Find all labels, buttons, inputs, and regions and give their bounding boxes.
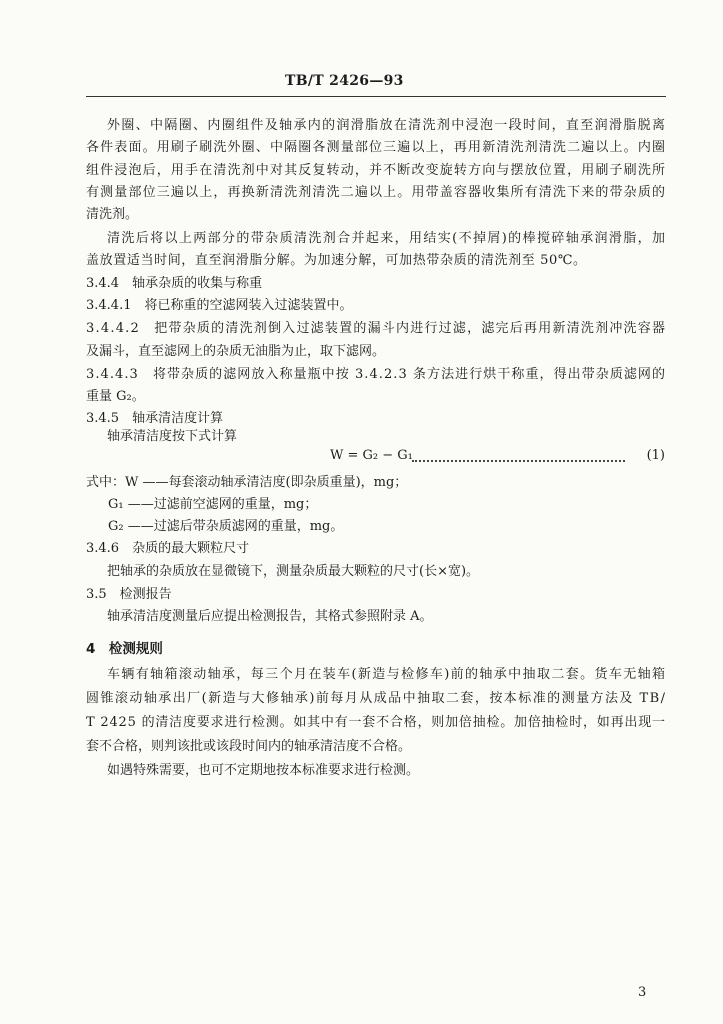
- formula-expression: W = G₂ − G₁: [330, 448, 413, 463]
- header-rule: [86, 96, 666, 97]
- section-4-line: 如遇特殊需要，也可不定期地按本标准要求进行检测。: [107, 763, 420, 778]
- body-line: 外圈、中隔圈、内圈组件及轴承内的润滑脂放在清洗剂中浸泡一段时间，直至润滑脂脱离: [107, 118, 667, 133]
- body-line: 盖放置适当时间，直至润滑脂分解。为加速分解，可加热带杂质的清洗剂至 50℃。: [86, 253, 587, 268]
- section-heading-3-4-6: 3.4.6 杂质的最大颗粒尺寸: [86, 541, 250, 556]
- formula-intro: 轴承清洁度按下式计算: [107, 429, 238, 444]
- formula-row: [330, 448, 665, 466]
- body-line: 组件浸泡后，用手在清洗剂中对其反复转动，并不断改变旋转方向与摆放位置，用刷子刷洗所: [86, 163, 667, 178]
- section-3-4-4-1: 3.4.4.1 将已称重的空滤网装入过滤装置中。: [86, 298, 353, 313]
- document-code-header: TB/T 2426—93: [285, 73, 404, 89]
- where-w: 式中：W ——每套滚动轴承清洁度(即杂质重量)，mg；: [86, 475, 408, 490]
- section-4-line: T 2425 的清洁度要求进行检测。如其中有一套不合格，则加倍抽检。加倍抽检时，如再出现一: [86, 715, 666, 730]
- section-3-4-6-text: 把轴承的杂质放在显微镜下，测量杂质最大颗粒的尺寸(长×宽)。: [107, 564, 480, 579]
- section-3-4-4-3-line: 3.4.4.3 将带杂质的滤网放入称量瓶中按 3.4.2.3 条方法进行烘干称重，得出带杂质滤网的: [86, 367, 667, 382]
- section-heading-4: 4 检测规则: [86, 641, 163, 657]
- body-line: 有测量部位三遍以上，再换新清洗剂清洗二遍以上。用带盖容器收集所有清洗下来的带杂质的: [86, 185, 667, 200]
- section-4-line: 套不合格，则判该批或该段时间内的轴承清洁度不合格。: [86, 739, 412, 754]
- section-heading-3-5: 3.5 检测报告: [86, 587, 172, 602]
- body-line: 各件表面。用刷子刷洗外圈、中隔圈各测量部位三遍以上，再用新清洗剂清洗二遍以上。内圈: [86, 140, 667, 155]
- section-3-4-4-3-line: 重量 G₂。: [86, 389, 145, 404]
- body-line: 清洗后将以上两部分的带杂质清洗剂合并起来，用结实(不掉屑)的棒搅碎轴承润滑脂，加: [107, 231, 667, 246]
- where-g2: G₂ ——过滤后带杂质滤网的重量，mg。: [108, 519, 344, 534]
- section-3-4-4-2-line: 3.4.4.2 把带杂质的清洗剂倒入过滤装置的漏斗内进行过滤，滤完后再用新清洗剂冲洗容器: [86, 321, 667, 336]
- section-heading-3-4-5: 3.4.5 轴承清洁度计算: [86, 411, 224, 426]
- where-g1: G₁ ——过滤前空滤网的重量，mg；: [108, 497, 318, 512]
- section-3-4-4-2-line: 及漏斗，直至滤网上的杂质无油脂为止，取下滤网。: [86, 344, 386, 359]
- page-number: 3: [638, 985, 647, 1000]
- section-4-line: 圆锥滚动轴承出厂(新造与大修轴承)前每月从成品中抽取二套，按本标准的测量方法及 TB/: [86, 691, 667, 706]
- body-line: 清洗剂。: [86, 207, 139, 222]
- section-3-5-text: 轴承清洁度测量后应提出检测报告，其格式参照附录 A。: [107, 609, 433, 624]
- formula-number: (1): [646, 448, 665, 463]
- section-4-line: 车辆有轴箱滚动轴承，每三个月在装车(新造与检修车)前的轴承中抽取二套。货车无轴箱: [107, 667, 667, 682]
- formula-leader-dots: [412, 460, 625, 462]
- section-heading-3-4-4: 3.4.4 轴承杂质的收集与称重: [86, 276, 263, 291]
